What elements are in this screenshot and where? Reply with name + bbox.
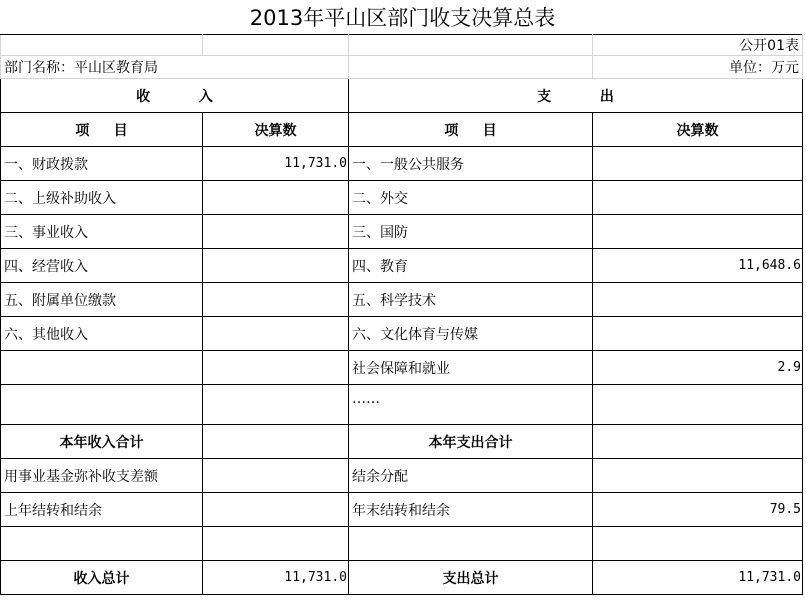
table-row — [1, 385, 803, 425]
expense-amount[interactable]: 2.9 — [593, 351, 803, 385]
income-item[interactable]: 用事业基金弥补收支差额 — [1, 459, 203, 493]
table-row — [1, 317, 803, 351]
expense-item[interactable]: 六、文化体育与传媒 — [349, 317, 593, 351]
expense-amount[interactable] — [593, 317, 803, 351]
table-row — [1, 493, 803, 527]
expense-item-header[interactable]: 项 目 — [349, 113, 593, 147]
expense-item[interactable]: 三、国防 — [349, 215, 593, 249]
expense-header[interactable]: 支 出 — [349, 79, 803, 113]
table-row — [1, 459, 803, 493]
cell-blank[interactable] — [203, 35, 349, 56]
expense-amount[interactable] — [593, 181, 803, 215]
column-header-row — [1, 113, 803, 147]
table-row — [1, 351, 803, 385]
expense-subtotal-label[interactable]: 本年支出合计 — [349, 425, 593, 459]
income-amount[interactable] — [203, 215, 349, 249]
expense-item[interactable]: 四、教育 — [349, 249, 593, 283]
section-header-row — [1, 79, 803, 113]
income-amount[interactable]: 11,731.0 — [203, 147, 349, 181]
expense-amount[interactable] — [593, 459, 803, 493]
expense-item[interactable]: 二、外交 — [349, 181, 593, 215]
income-amount-header[interactable]: 决算数 — [203, 113, 349, 147]
table-row — [1, 215, 803, 249]
total-row — [1, 561, 803, 595]
income-amount[interactable] — [203, 385, 349, 425]
expense-item[interactable]: …… — [349, 385, 593, 425]
income-item[interactable]: 一、财政拨款 — [1, 147, 203, 181]
expense-item[interactable]: 社会保障和就业 — [349, 351, 593, 385]
income-item-header[interactable]: 项 目 — [1, 113, 203, 147]
income-subtotal-amount[interactable] — [203, 425, 349, 459]
budget-table — [0, 34, 803, 595]
income-subtotal-label[interactable]: 本年收入合计 — [1, 425, 203, 459]
income-item[interactable] — [1, 351, 203, 385]
income-amount[interactable] — [203, 493, 349, 527]
income-item[interactable] — [1, 385, 203, 425]
table-row — [1, 527, 803, 561]
income-total-label[interactable]: 收入总计 — [1, 561, 203, 595]
expense-item[interactable]: 一、一般公共服务 — [349, 147, 593, 181]
income-amount[interactable] — [203, 283, 349, 317]
income-amount[interactable] — [203, 351, 349, 385]
table-row — [1, 283, 803, 317]
subtotal-row — [1, 425, 803, 459]
table-row — [1, 181, 803, 215]
income-amount[interactable] — [203, 181, 349, 215]
expense-amount[interactable]: 79.5 — [593, 493, 803, 527]
cell-blank[interactable] — [1, 527, 203, 561]
income-item[interactable]: 六、其他收入 — [1, 317, 203, 351]
report-title: 2013年平山区部门收支决算总表 — [249, 6, 556, 30]
dept-name[interactable]: 部门名称：平山区教育局 — [1, 56, 349, 79]
expense-item[interactable]: 年末结转和结余 — [349, 493, 593, 527]
expense-amount[interactable] — [593, 385, 803, 425]
expense-amount[interactable] — [593, 215, 803, 249]
unit-label[interactable]: 单位：万元 — [593, 56, 803, 79]
cell-blank[interactable] — [349, 35, 593, 56]
form-code[interactable]: 公开01表 — [593, 35, 803, 56]
cell-blank[interactable] — [1, 35, 203, 56]
expense-amount[interactable] — [593, 283, 803, 317]
expense-total-amount[interactable]: 11,731.0 — [593, 561, 803, 595]
cell-blank[interactable] — [593, 527, 803, 561]
income-item[interactable]: 三、事业收入 — [1, 215, 203, 249]
form-code-row — [1, 35, 803, 56]
cell-blank[interactable] — [203, 527, 349, 561]
expense-amount-header[interactable]: 决算数 — [593, 113, 803, 147]
income-amount[interactable] — [203, 459, 349, 493]
cell-blank[interactable] — [349, 56, 593, 79]
income-amount[interactable] — [203, 317, 349, 351]
table-row — [1, 147, 803, 181]
income-item[interactable]: 上年结转和结余 — [1, 493, 203, 527]
dept-row — [1, 56, 803, 79]
income-total-amount[interactable]: 11,731.0 — [203, 561, 349, 595]
income-item[interactable]: 四、经营收入 — [1, 249, 203, 283]
income-amount[interactable] — [203, 249, 349, 283]
expense-amount[interactable]: 11,648.6 — [593, 249, 803, 283]
expense-total-label[interactable]: 支出总计 — [349, 561, 593, 595]
income-item[interactable]: 五、附属单位缴款 — [1, 283, 203, 317]
table-row — [1, 249, 803, 283]
expense-amount[interactable] — [593, 147, 803, 181]
income-item[interactable]: 二、上级补助收入 — [1, 181, 203, 215]
income-header[interactable]: 收 入 — [1, 79, 349, 113]
expense-item[interactable]: 结余分配 — [349, 459, 593, 493]
cell-blank[interactable] — [349, 527, 593, 561]
expense-item[interactable]: 五、科学技术 — [349, 283, 593, 317]
expense-subtotal-amount[interactable] — [593, 425, 803, 459]
